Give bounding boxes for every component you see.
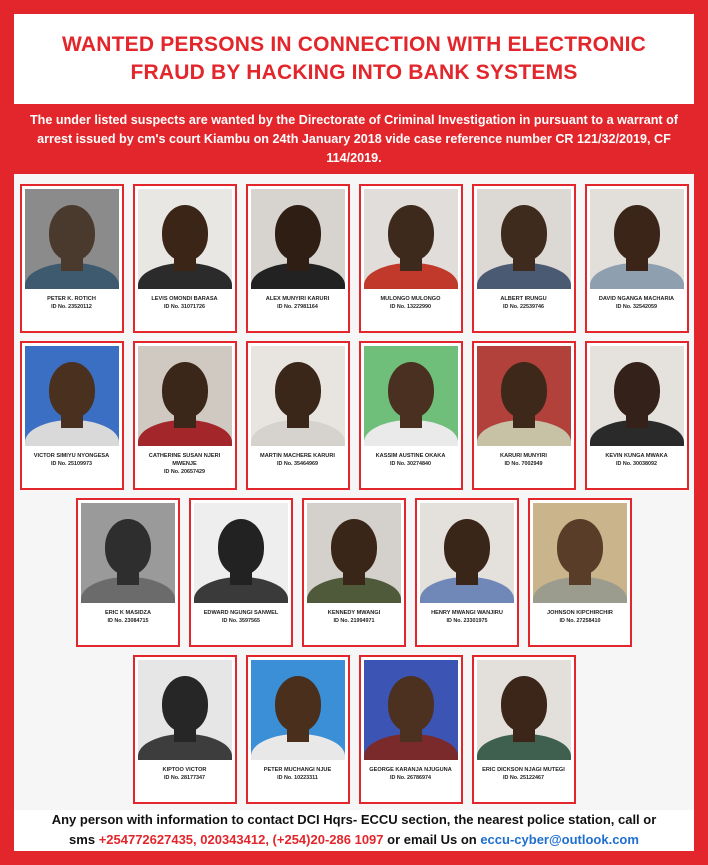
title-box bbox=[14, 14, 694, 104]
suspect-card bbox=[20, 184, 124, 333]
suspect-id-number: ID No. 26786974 bbox=[389, 775, 432, 781]
suspect-name: HENRY MWANGI WANJIRU bbox=[431, 610, 503, 616]
photo-head bbox=[444, 519, 490, 575]
suspect-photo bbox=[194, 503, 288, 603]
suspect-id-number: ID No. 13222990 bbox=[389, 304, 432, 310]
suspect-id-number: ID No. 31071726 bbox=[163, 304, 206, 310]
suspect-photo bbox=[477, 189, 571, 289]
photo-head bbox=[614, 362, 660, 418]
photo-head bbox=[501, 362, 547, 418]
suspect-photo bbox=[307, 503, 401, 603]
suspect-photo bbox=[590, 346, 684, 446]
suspect-name: KEVIN KUNGA MWAKA bbox=[605, 453, 668, 459]
photo-head bbox=[388, 676, 434, 732]
suspect-name: ERIC DICKSON NJAGI MUTEGI bbox=[482, 767, 565, 773]
suspect-card bbox=[415, 498, 519, 647]
poster-title: WANTED PERSONS IN CONNECTION WITH ELECTRONIC FRAUD BY HACKING INTO BANK SYSTEMS bbox=[62, 33, 646, 84]
suspects-row-2 bbox=[14, 341, 694, 490]
suspect-card bbox=[76, 498, 180, 647]
sms-prefix: sms bbox=[69, 832, 99, 847]
photo-head bbox=[501, 205, 547, 261]
suspect-photo bbox=[251, 346, 345, 446]
suspect-card bbox=[246, 341, 350, 490]
suspect-name: PETER MUCHANGI NJUE bbox=[263, 767, 332, 773]
suspect-id-number: ID No. 35464969 bbox=[276, 461, 319, 467]
suspect-id-number: ID No. 27981164 bbox=[277, 304, 318, 310]
suspect-id-number: ID No. 23084715 bbox=[107, 618, 149, 624]
subtitle-band bbox=[14, 104, 694, 174]
suspect-photo bbox=[25, 189, 119, 289]
photo-head bbox=[501, 676, 547, 732]
suspect-name: KIPTOO VICTOR bbox=[162, 767, 207, 773]
photo-head bbox=[162, 205, 208, 261]
suspect-photo bbox=[138, 660, 232, 760]
suspect-id-number: ID No. 20657429 bbox=[163, 469, 206, 475]
suspect-card bbox=[585, 341, 689, 490]
suspect-id-number: ID No. 23301975 bbox=[446, 618, 488, 624]
suspect-id-number: ID No. 25109973 bbox=[50, 461, 93, 467]
suspect-id-number: ID No. 25122467 bbox=[502, 775, 545, 781]
photo-head bbox=[162, 676, 208, 732]
suspect-name: VICTOR SIMIYU NYONGESA bbox=[33, 453, 110, 459]
photo-head bbox=[275, 205, 321, 261]
suspect-photo bbox=[251, 189, 345, 289]
suspect-name: LEVIS OMONDI BARASA bbox=[151, 296, 218, 302]
suspect-photo bbox=[477, 660, 571, 760]
suspect-photo bbox=[420, 503, 514, 603]
poster-subtitle: The under listed suspects are wanted by the Directorate of Criminal Investigation in pursuant to a warrant of arrest issued by cm's court Kiambu on 24th January 2018 vide case reference number CR 121/32/2019, CF 114/2019. bbox=[29, 112, 678, 165]
suspect-name: MULONGO MULONGO bbox=[380, 296, 441, 302]
suspect-name: JOHNSON KIPCHIRCHIR bbox=[547, 610, 613, 616]
suspect-card bbox=[133, 655, 237, 804]
suspect-photo bbox=[81, 503, 175, 603]
suspect-card bbox=[189, 498, 293, 647]
photo-head bbox=[275, 676, 321, 732]
suspect-card bbox=[246, 655, 350, 804]
suspect-id-number: ID No. 28177347 bbox=[163, 775, 206, 781]
photo-head bbox=[557, 519, 603, 575]
suspect-name: KENNEDY MWANGI bbox=[327, 610, 381, 616]
suspects-row-4 bbox=[14, 655, 694, 804]
suspect-name: KASSIM AUSTINE OKAKA bbox=[375, 453, 446, 459]
photo-head bbox=[388, 362, 434, 418]
suspect-photo bbox=[477, 346, 571, 446]
photo-head bbox=[275, 362, 321, 418]
suspect-card bbox=[359, 655, 463, 804]
suspect-card bbox=[472, 341, 576, 490]
suspect-photo bbox=[138, 346, 232, 446]
email-link[interactable]: eccu-cyber@outlook.com bbox=[480, 832, 639, 847]
suspect-name: MARTIN MACHERE KARURI bbox=[260, 453, 335, 459]
photo-head bbox=[105, 519, 151, 575]
suspect-id-number: ID No. 10223311 bbox=[277, 775, 318, 781]
suspect-id-number: ID No. 21994971 bbox=[333, 618, 375, 624]
suspect-card bbox=[472, 655, 576, 804]
suspect-card bbox=[528, 498, 632, 647]
photo-head bbox=[49, 205, 95, 261]
suspect-id-number: ID No. 30274840 bbox=[389, 461, 432, 467]
suspects-row-1 bbox=[14, 184, 694, 333]
suspects-row-3 bbox=[14, 498, 694, 647]
suspect-photo bbox=[251, 660, 345, 760]
suspect-name: ERIC K MASIDZA bbox=[105, 610, 151, 616]
suspect-name: ALBERT IRUNGU bbox=[500, 296, 547, 302]
suspect-photo bbox=[25, 346, 119, 446]
suspect-photo bbox=[590, 189, 684, 289]
suspect-id-number: ID No. 7002949 bbox=[504, 461, 543, 467]
email-prefix: or email Us on bbox=[383, 832, 481, 847]
suspect-photo bbox=[533, 503, 627, 603]
suspect-id-number: ID No. 22539746 bbox=[502, 304, 545, 310]
suspect-id-number: ID No. 32542059 bbox=[615, 304, 658, 310]
photo-head bbox=[388, 205, 434, 261]
photo-head bbox=[49, 362, 95, 418]
suspect-card bbox=[472, 184, 576, 333]
suspect-card bbox=[585, 184, 689, 333]
suspect-card bbox=[20, 341, 124, 490]
photo-head bbox=[218, 519, 264, 575]
suspect-name: GEORGE KARANJA NJUGUNA bbox=[369, 767, 452, 773]
contact-footer bbox=[14, 810, 694, 851]
suspect-name: KARURI MUNYIRI bbox=[500, 453, 547, 459]
suspect-name: CATHERINE SUSAN NJERI MWENJE bbox=[148, 453, 221, 467]
suspect-id-number: ID No. 30038092 bbox=[615, 461, 658, 467]
suspects-grid bbox=[14, 174, 694, 810]
suspect-id-number: ID No. 23520112 bbox=[51, 304, 92, 310]
footer-line-1: Any person with information to contact DCI Hqrs- ECCU section, the nearest police station, call or bbox=[51, 812, 657, 827]
suspect-photo bbox=[364, 189, 458, 289]
suspect-name: ALEX MUNYIRI KARURI bbox=[265, 296, 330, 302]
suspect-name: PETER K. ROTICH bbox=[47, 296, 96, 302]
suspect-card bbox=[359, 341, 463, 490]
suspect-id-number: ID No. 27258410 bbox=[559, 618, 601, 624]
suspect-id-number: ID No. 3597565 bbox=[221, 618, 261, 624]
photo-head bbox=[162, 362, 208, 418]
suspect-photo bbox=[138, 189, 232, 289]
suspect-card bbox=[246, 184, 350, 333]
phone-numbers: +254772627435, 020343412, (+254)20-286 1097 bbox=[98, 832, 384, 847]
suspect-name: DAVID NGANGA MACHARIA bbox=[598, 296, 675, 302]
suspect-photo bbox=[364, 660, 458, 760]
suspect-name: EDWARD NGUNGI SANWEL bbox=[203, 610, 279, 616]
suspect-card bbox=[133, 184, 237, 333]
photo-head bbox=[331, 519, 377, 575]
photo-head bbox=[614, 205, 660, 261]
suspect-card bbox=[302, 498, 406, 647]
suspect-photo bbox=[364, 346, 458, 446]
footer-line-2 bbox=[14, 830, 694, 850]
suspect-card bbox=[359, 184, 463, 333]
suspect-card bbox=[133, 341, 237, 490]
